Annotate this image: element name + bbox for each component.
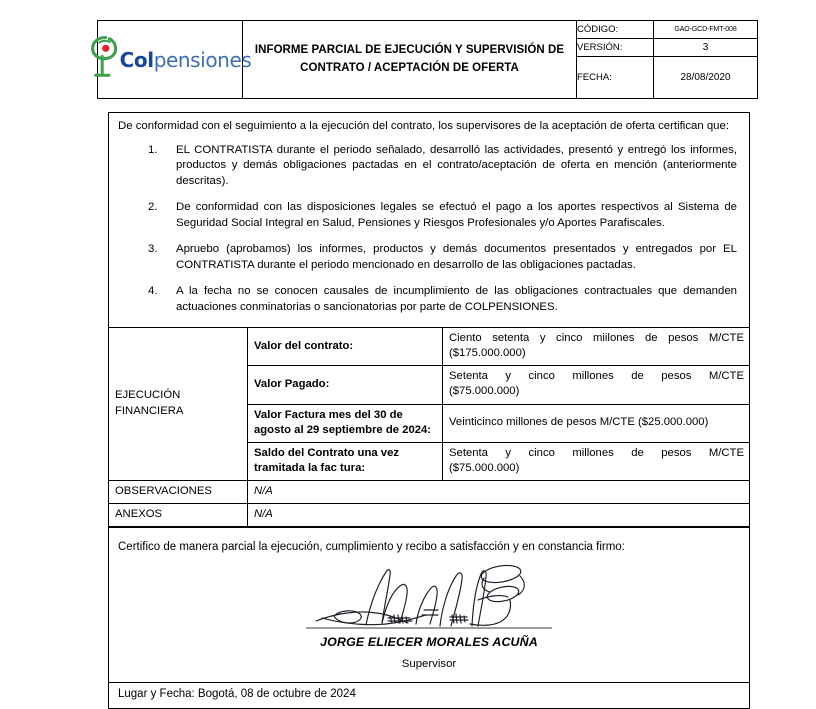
list-item-text: Apruebo (aprobamos) los informes, productos y demás documentos presentados y entregados por EL CONTRATISTA durante el periodo mencionado en desarrollo de las obligaciones pactadas. xyxy=(176,243,737,271)
certification-block xyxy=(109,527,749,682)
valor-contrato-value xyxy=(443,328,750,366)
ejecucion-financiera-label-line1: EJECUCIÓN xyxy=(115,389,181,402)
version-value: 3 xyxy=(654,39,758,57)
table-row xyxy=(109,481,749,504)
table-row xyxy=(109,504,749,527)
valor-pagado-value xyxy=(443,366,750,404)
saldo-contrato-value-line2: ($75.000.000) xyxy=(449,461,520,474)
document-title xyxy=(243,21,577,99)
signer-role: Supervisor xyxy=(401,657,457,670)
list-item xyxy=(118,143,737,190)
codigo-label: CÓDIGO: xyxy=(577,21,654,39)
logo-wordmark xyxy=(119,47,252,72)
valor-pagado-value-line2: ($75.000.000) xyxy=(449,385,520,398)
list-item-text: De conformidad con las disposiciones legales se efectuó el pago a los aportes respectivos al Sistema de Seguridad Social Integral en Salud, Pensiones y Riesgos Profesionales y/o Aportes Parafiscales. xyxy=(176,201,737,229)
valor-contrato-value-line2: ($175.000.000) xyxy=(449,347,526,360)
document-body xyxy=(108,112,750,709)
saldo-contrato-value xyxy=(443,442,750,480)
list-item-number: 3. xyxy=(148,243,158,255)
valor-contrato-key: Valor del contrato: xyxy=(248,328,443,366)
document-title-line1: INFORME PARCIAL DE EJECUCIÓN Y SUPERVISIÓN DE xyxy=(254,43,565,56)
document-header-table xyxy=(97,20,758,99)
list-item xyxy=(118,284,737,315)
certification-statement: Certifico de manera parcial la ejecución, cumplimiento y recibo a satisfacción y en constancia firmo: xyxy=(118,541,625,554)
logo-cell xyxy=(98,21,252,99)
list-item-text: EL CONTRATISTA durante el periodo señalado, desarrolló las actividades, presentó y entregó los informes, productos y demás obligaciones pactadas en el contrato/aceptación de oferta en mención (anteriormente descritas). xyxy=(176,143,737,187)
anexos-label: ANEXOS xyxy=(109,504,248,527)
observaciones-label: OBSERVACIONES xyxy=(109,481,248,504)
handwritten-signature-icon xyxy=(304,560,554,638)
list-item xyxy=(118,242,737,273)
saldo-contrato-key: Saldo del Contrato una vez tramitada la fac tura: xyxy=(248,442,443,480)
signature-area xyxy=(118,560,740,632)
ejecucion-financiera-label xyxy=(109,328,248,481)
codigo-value: GAO-GCD-FMT-008 xyxy=(654,21,758,39)
logo-text-col: Col xyxy=(119,47,154,72)
document-title-line2: CONTRATO / ACEPTACIÓN DE OFERTA xyxy=(300,61,519,74)
version-label: VERSIÓN: xyxy=(577,39,654,57)
ejecucion-financiera-label-line2: FINANCIERA xyxy=(115,404,184,417)
valor-factura-key: Valor Factura mes del 30 de agosto al 29 septiembre de 2024: xyxy=(248,404,443,442)
list-item-number: 1. xyxy=(148,143,158,156)
table-row xyxy=(109,328,749,366)
valor-pagado-key: Valor Pagado: xyxy=(248,366,443,404)
signer-name: JORGE ELIECER MORALES ACUÑA xyxy=(320,634,538,649)
list-item-number: 2. xyxy=(148,201,158,213)
valor-pagado-value-line1: Setenta y cinco millones de pesos M/CTE xyxy=(449,370,744,383)
financial-execution-table xyxy=(109,327,749,527)
list-item xyxy=(118,200,737,231)
logo-text-pensiones: pensiones xyxy=(153,47,252,72)
fecha-value: 28/08/2020 xyxy=(654,57,758,99)
anexos-value: N/A xyxy=(248,504,750,527)
valor-contrato-value-line1: Ciento setenta y cinco miilones de pesos M/CTE xyxy=(449,332,744,344)
valor-factura-value: Veinticinco millones de pesos M/CTE ($25.000.000) xyxy=(443,404,750,442)
list-item-number: 4. xyxy=(148,285,158,297)
saldo-contrato-value-line1: Setenta y cinco millones de pesos M/CTE xyxy=(449,446,744,459)
intro-paragraph: De conformidad con el seguimiento a la ejecución del contrato, los supervisores de la aceptación de oferta certifican que: xyxy=(118,120,730,132)
place-and-date-row: Lugar y Fecha: Bogotá, 08 de octubre de 2024 xyxy=(109,682,749,708)
colpensiones-tree-logo-icon xyxy=(89,34,119,85)
observaciones-value: N/A xyxy=(248,481,750,504)
list-item-text: A la fecha no se conocen causales de incumplimiento de las obligaciones contractuales que demanden actuaciones conminatorias o sancionatorias por parte de COLPENSIONES. xyxy=(176,285,737,313)
fecha-label: FECHA: xyxy=(577,57,654,99)
certification-items-list xyxy=(109,137,749,328)
